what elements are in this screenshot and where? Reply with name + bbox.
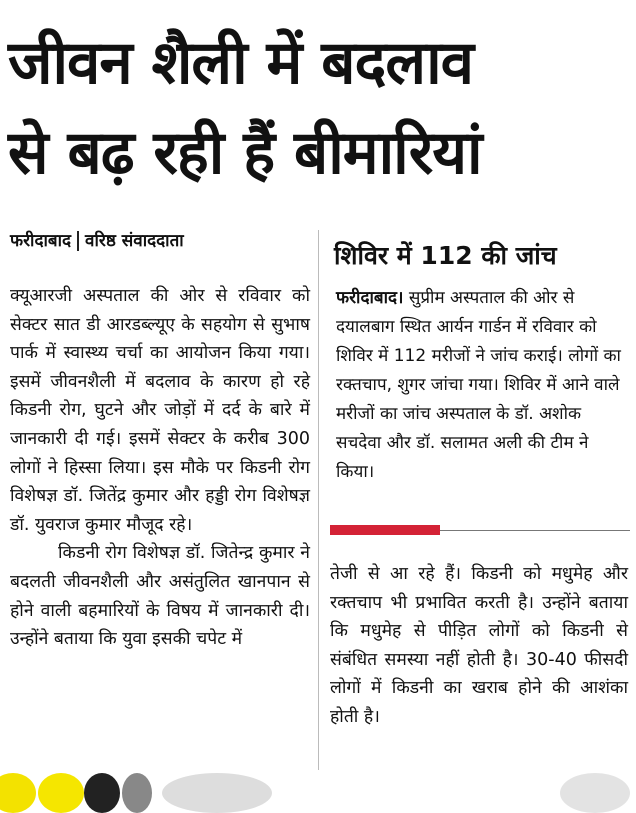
decorative-circle [38, 773, 84, 813]
article-right-column [330, 560, 628, 732]
section-divider-accent [330, 525, 440, 535]
sidebar-title: शिविर में 112 की जांच [334, 241, 557, 270]
headline-line-1: जीवन शैली में बदलाव [8, 28, 473, 98]
decorative-shape [560, 773, 630, 813]
sidebar-city: फरीदाबाद। [336, 288, 404, 308]
byline-reporter: वरिष्ठ संवाददाता [85, 231, 184, 251]
byline-city: फरीदाबाद [10, 231, 72, 251]
byline [10, 228, 184, 251]
section-divider-line [440, 530, 630, 531]
decorative-shape [162, 773, 272, 813]
article-left-column [10, 282, 310, 654]
sidebar-body [336, 284, 626, 487]
sidebar-text: सुप्रीम अस्पताल की ओर से दयालबाग स्थित आर्यन गार्डन में रविवार को शिविर में 112 मरीजों ने जांच कराई। लोगों का रक्तचाप, शुगर जांचा गया। शिविर में आने वाले मरीजों का जांच अस्पताल के डॉ. अशोक सचदेवा और डॉ. सलामत अली की टीम ने किया। [336, 288, 621, 482]
byline-separator [77, 231, 79, 251]
article-paragraph-1: क्यूआरजी अस्पताल की ओर से रविवार को सेक्टर सात डी आरडब्ल्यूए के सहयोग से सुभाष पार्क में स्वास्थ्य चर्चा का आयोजन किया गया। इसमें जीवनशैली में बदलाव के कारण हो रहे किडनी रोग, घुटने और जोड़ों में दर्द के बारे में जानकारी दी गई। इसमें सेक्टर के करीब 300 लोगों ने हिस्सा लिया। इस मौके पर किडनी रोग विशेषज्ञ डॉ. जितेंद्र कुमार और हड्डी रोग विशेषज्ञ डॉ. युवराज कुमार मौजूद रहे। [10, 286, 310, 535]
decorative-circle [0, 773, 36, 813]
sidebar-story [336, 284, 626, 487]
column-divider [318, 230, 319, 770]
headline-line-2: से बढ़ रही हैं बीमारियां [8, 118, 482, 188]
decorative-circle [122, 773, 152, 813]
headline [8, 18, 628, 198]
decorative-circle [84, 773, 120, 813]
article-continuation: तेजी से आ रहे हैं। किडनी को मधुमेह और रक्तचाप भी प्रभावित करती है। उन्होंने बताया कि मधुमेह से पीड़ित लोगों को किडनी से संबंधित समस्या नहीं होती है। 30-40 फीसदी लोगों में किडनी का खराब होने की आशंका होती है। [330, 564, 628, 727]
article-paragraph-2: किडनी रोग विशेषज्ञ डॉ. जितेन्द्र कुमार ने बदलती जीवनशैली और असंतुलित खानपान से होने वाली बहमारियों के विषय में जानकारी दी। उन्होंने बताया कि युवा इसकी चपेट में [10, 543, 310, 650]
